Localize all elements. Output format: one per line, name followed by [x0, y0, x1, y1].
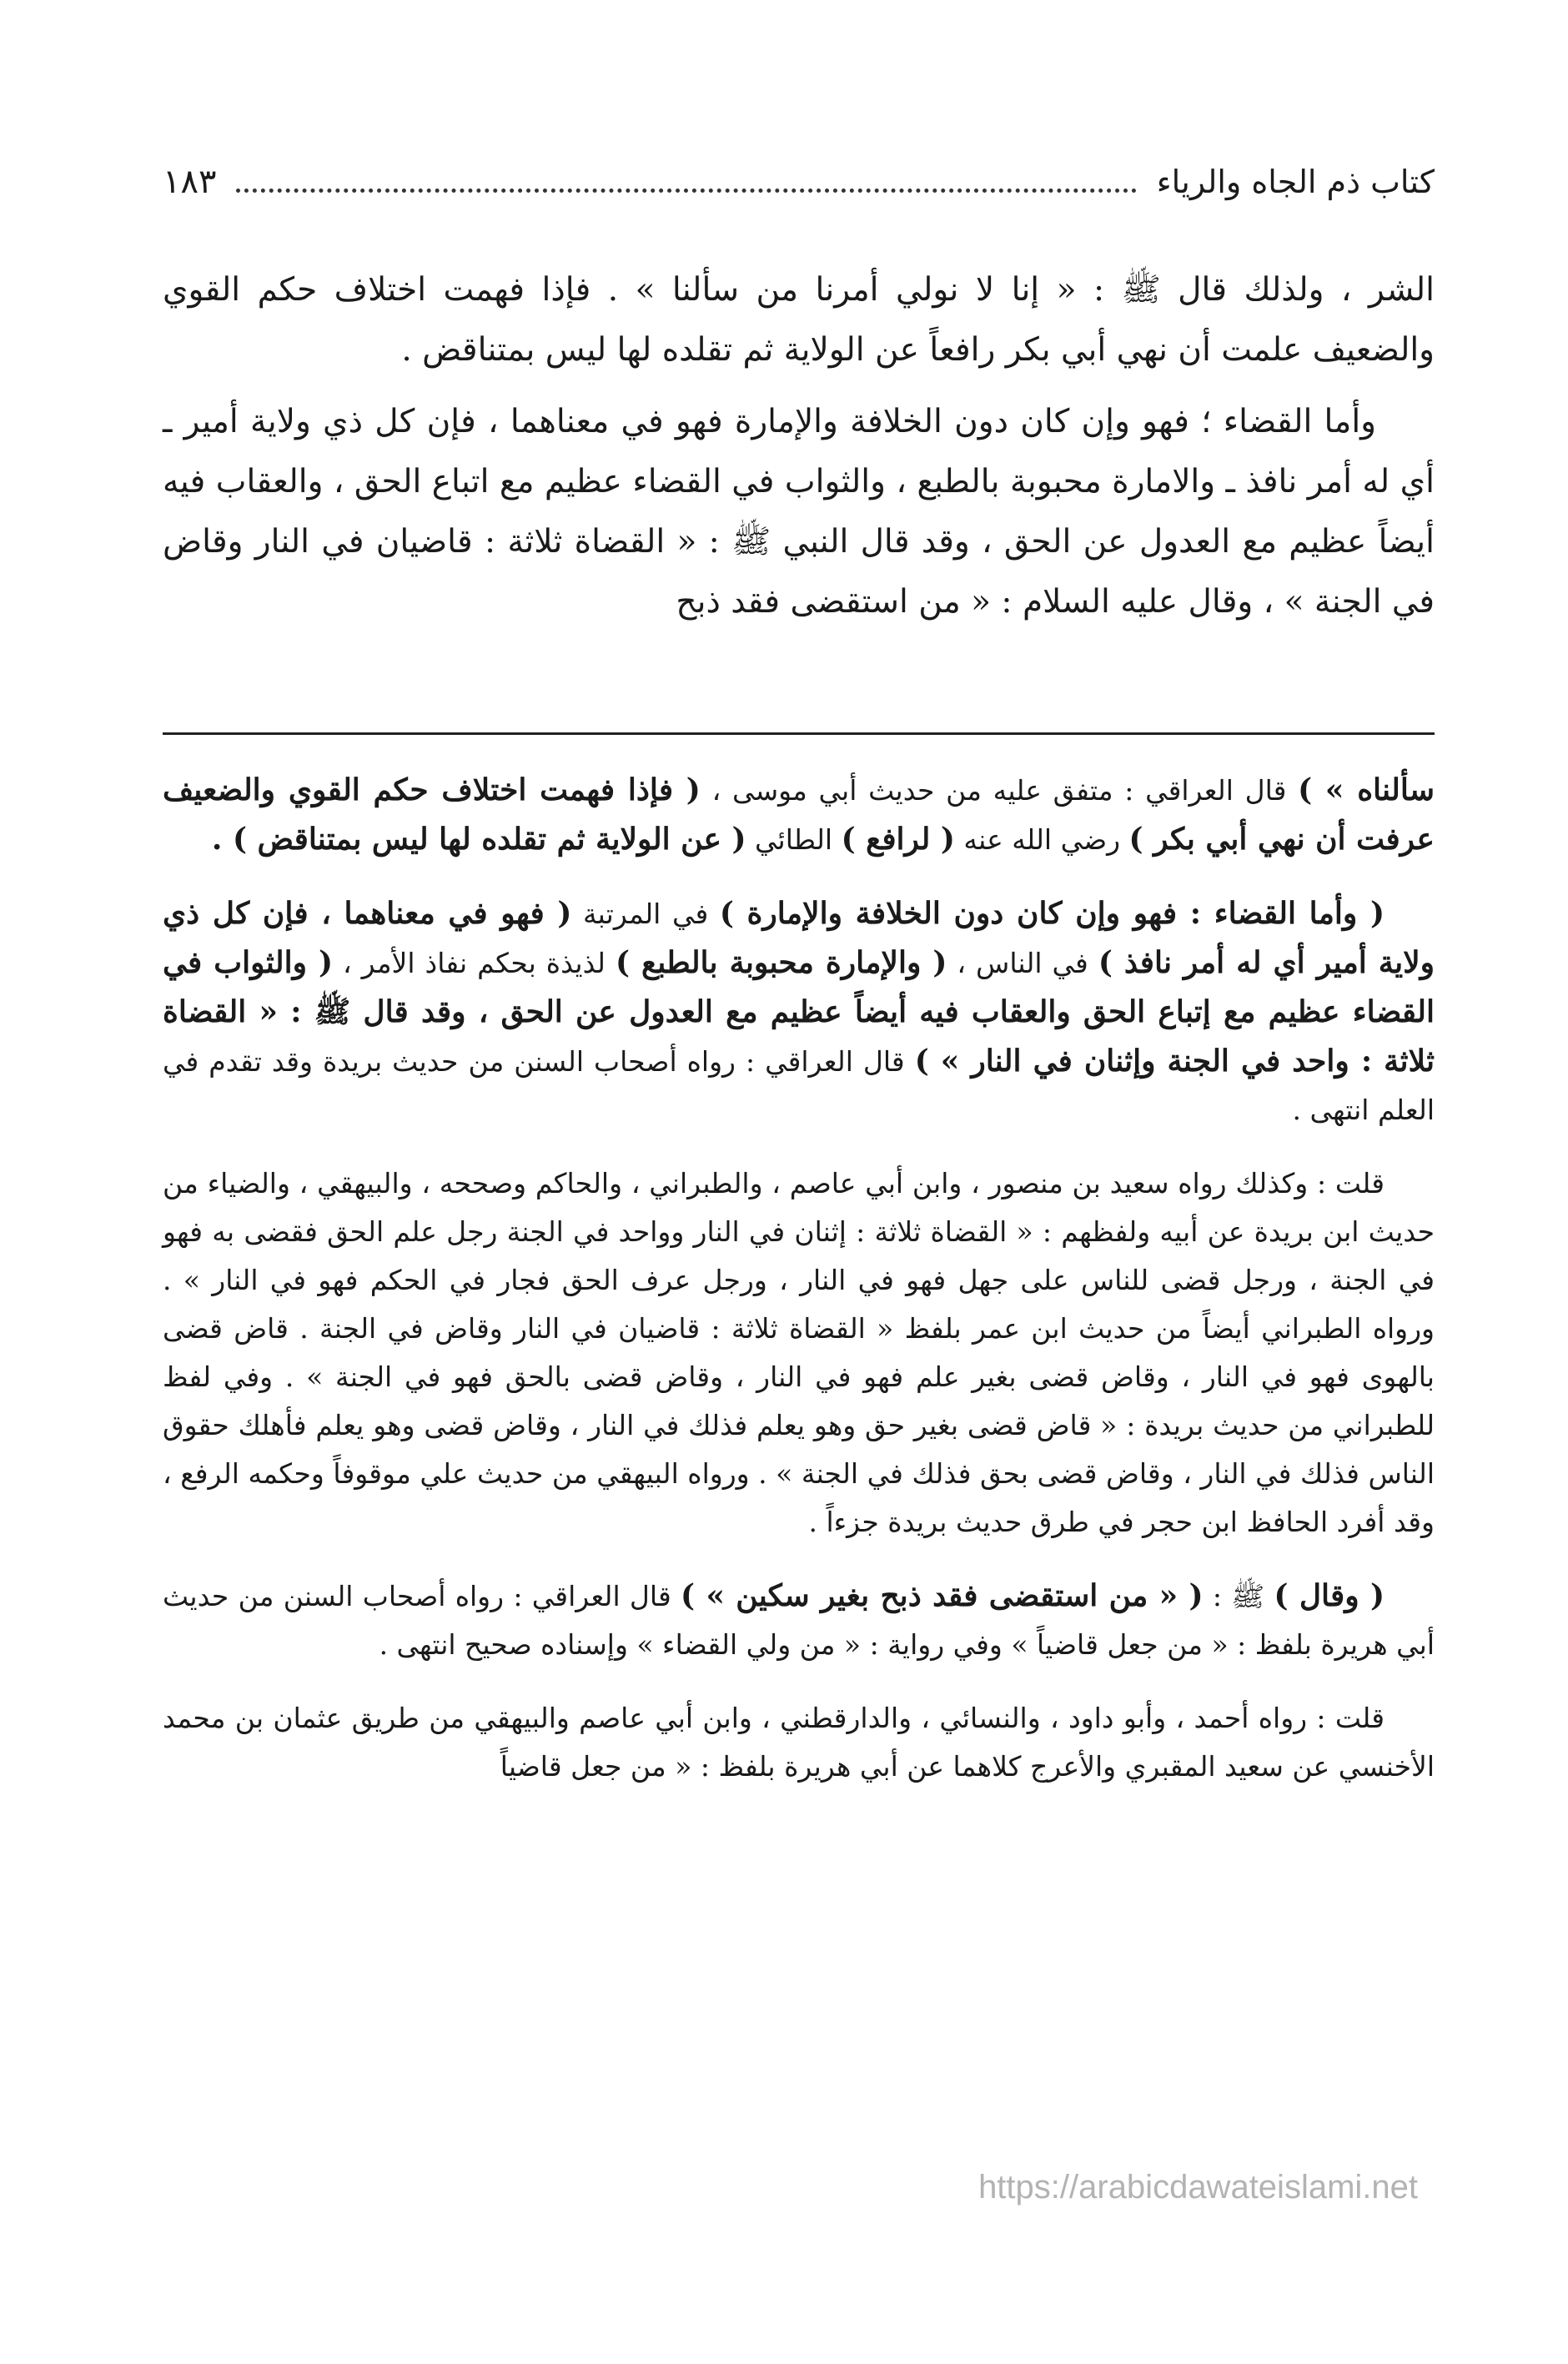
quoted-text: سألناه » ): [1298, 772, 1435, 807]
footnote-divider: [163, 732, 1435, 735]
commentary-text: في المرتبة: [571, 898, 720, 930]
quoted-text: ( فإذا فهمت اختلاف حكم القوي والضعيف عرفت أن نهي أبي بكر ): [163, 772, 1435, 857]
commentary-text: قال العراقي : رواه أصحاب السنن من حديث بريدة وقد تقدم في العلم انتهى .: [163, 1045, 1435, 1126]
watermark-url: https://arabicdawateislami.net: [978, 2169, 1418, 2206]
leader-dots: [236, 189, 1136, 193]
commentary-paragraph-4: [163, 1572, 1435, 1669]
quoted-text: ( « من استقضى فقد ذبح بغير سكين » ): [681, 1578, 1204, 1613]
commentary-text: ﷺ :: [1203, 1580, 1274, 1612]
commentary-text: لذيذة بحكم نفاذ الأمر ،: [333, 947, 616, 979]
commentary: [163, 766, 1435, 1816]
commentary-text: رضي الله عنه: [954, 823, 1129, 856]
page-number: ١٨٣: [163, 163, 217, 201]
commentary-text: قال العراقي : متفق عليه من حديث أبي موسى ،: [700, 774, 1299, 807]
commentary-paragraph-3: قلت : وكذلك رواه سعيد بن منصور ، وابن أبي عاصم ، والطبراني ، والحاكم وصححه ، والبيهقي ، والضياء من حديث ابن بريدة عن أبيه ولفظهم : « القضاة ثلاثة : إثنان في النار وواحد في الجنة رجل علم الحق فقضى به فهو في الجنة ، ورجل قضى للناس على جهل فهو في النار ، ورجل عرف الحق فجار في الحكم فهو في النار » . ورواه الطبراني أيضاً من حديث ابن عمر بلفظ « القضاة ثلاثة : قاضيان في النار وقاض في الجنة . قاض قضى بالهوى فهو في النار ، وقاض قضى بغير علم فهو في النار ، وقاض قضى بالحق فهو في الجنة » . وفي لفظ للطبراني من حديث بريدة : « قاض قضى بغير حق وهو يعلم فذلك في النار ، وقاض قضى وهو يعلم فأهلك حقوق الناس فذلك في النار ، وقاض قضى بحق فذلك في الجنة » . ورواه البيهقي من حديث علي موقوفاً وحكمه الرفع ، وقد أفرد الحافظ ابن حجر في طرق حديث بريدة جزءاً .: [163, 1167, 1435, 1538]
commentary-text: الطائي: [746, 823, 842, 856]
quoted-text: ( والثواب في القضاء عظيم مع إتباع الحق والعقاب فيه أيضاً عظيم مع العدول عن الحق ، وقد قال ﷺ : « القضاة ثلاثة : واحد في الجنة وإثنان في النار » ): [163, 945, 1435, 1079]
quoted-text: ( وقال ): [1274, 1578, 1385, 1613]
page-header: [163, 157, 1435, 207]
commentary-text: قال العراقي : رواه أصحاب السنن من حديث أبي هريرة بلفظ : « من جعل قاضياً » وفي رواية : « من ولي القضاء » وإسناده صحيح انتهى .: [163, 1580, 1435, 1661]
commentary-paragraph-1: [163, 766, 1435, 864]
commentary-text: في الناس ،: [947, 947, 1098, 979]
quoted-text: ( وأما القضاء : فهو وإن كان دون الخلافة والإمارة ): [719, 896, 1385, 931]
main-paragraph-2: وأما القضاء ؛ فهو وإن كان دون الخلافة والإمارة فهو في معناهما ، فإن كل ذي ولاية أمير ـ أي له أمر نافذ ـ والامارة محبوبة بالطبع ، والثواب في القضاء عظيم مع اتباع الحق ، والعقاب فيه أيضاً عظيم مع العدول عن الحق ، وقد قال النبي ﷺ : « القضاة ثلاثة : قاضيان في النار وقاض في الجنة » ، وقال عليه السلام : « من استقضى فقد ذبح: [163, 403, 1435, 621]
quoted-text: ( عن الولاية ثم تقلده لها ليس بمتناقض ) .: [211, 822, 746, 857]
quoted-text: ( والإمارة محبوبة بالطبع ): [615, 945, 947, 980]
commentary-paragraph-2: [163, 889, 1435, 1134]
main-paragraph-1: الشر ، ولذلك قال ﷺ : « إنا لا نولي أمرنا من سألنا » . فإذا فهمت اختلاف حكم القوي والضعيف علمت أن نهي أبي بكر رافعاً عن الولاية ثم تقلده لها ليس بمتناقض .: [163, 271, 1435, 369]
running-title: كتاب ذم الجاه والرياء: [1156, 163, 1435, 200]
main-text: [163, 260, 1435, 644]
quoted-text: ( لرافع ): [841, 822, 955, 857]
quoted-text: ( فهو في معناهما ، فإن كل ذي ولاية أمير أي له أمر نافذ ): [163, 896, 1435, 980]
commentary-paragraph-5: قلت : رواه أحمد ، وأبو داود ، والنسائي ، والدارقطني ، وابن أبي عاصم والبيهقي من طريق عثمان بن محمد الأخنسي عن سعيد المقبري والأعرج كلاهما عن أبي هريرة بلفظ : « من جعل قاضياً: [163, 1702, 1435, 1783]
